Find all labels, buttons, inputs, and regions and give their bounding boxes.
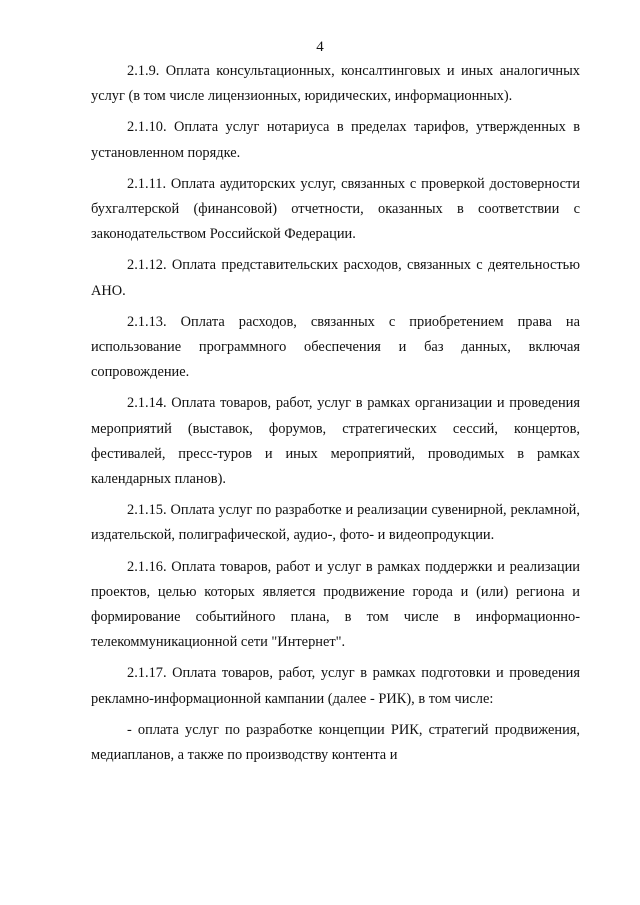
page-number: 4 <box>316 39 324 55</box>
paragraph-2-1-16: 2.1.16. Оплата товаров, работ и услуг в рамках поддержки и реализации проектов, целью которых является продвижение города и (или) региона и формирование событийного плана, в том числе в информационно-телекоммуникационной сети "Интернет". <box>91 558 580 651</box>
paragraph-list-item: - оплата услуг по разработке концепции РИК, стратегий продвижения, медиапланов, а также по производству контента и <box>91 721 580 764</box>
paragraph-2-1-17: 2.1.17. Оплата товаров, работ, услуг в рамках подготовки и проведения рекламно-информационной кампании (далее - РИК), в том числе: <box>91 665 580 707</box>
body-text <box>91 59 580 774</box>
paragraph-2-1-11: 2.1.11. Оплата аудиторских услуг, связанных с проверкой достоверности бухгалтерской (финансовой) отчетности, оказанных в соответствии с законодательством Российской Федерации. <box>91 175 580 243</box>
paragraph-2-1-14: 2.1.14. Оплата товаров, работ, услуг в рамках организации и проведения мероприятий (выставок, форумов, стратегических сессий, концертов, фестивалей, пресс-туров и иных мероприятий, проводимых в рамках календарных планов). <box>91 395 580 488</box>
paragraph-2-1-13: 2.1.13. Оплата расходов, связанных с приобретением права на использование программного обеспечения и баз данных, включая сопровождение. <box>91 313 580 381</box>
paragraph-2-1-10: 2.1.10. Оплата услуг нотариуса в пределах тарифов, утвержденных в установленном порядке. <box>91 119 580 161</box>
paragraph-2-1-9: 2.1.9. Оплата консультационных, консалтинговых и иных аналогичных услуг (в том числе лицензионных, юридических, информационных). <box>91 63 580 105</box>
paragraph-2-1-12: 2.1.12. Оплата представительских расходов, связанных с деятельностью АНО. <box>91 257 580 299</box>
paragraph-2-1-15: 2.1.15. Оплата услуг по разработке и реализации сувенирной, рекламной, издательской, полиграфической, аудио-, фото- и видеопродукции. <box>91 502 580 544</box>
